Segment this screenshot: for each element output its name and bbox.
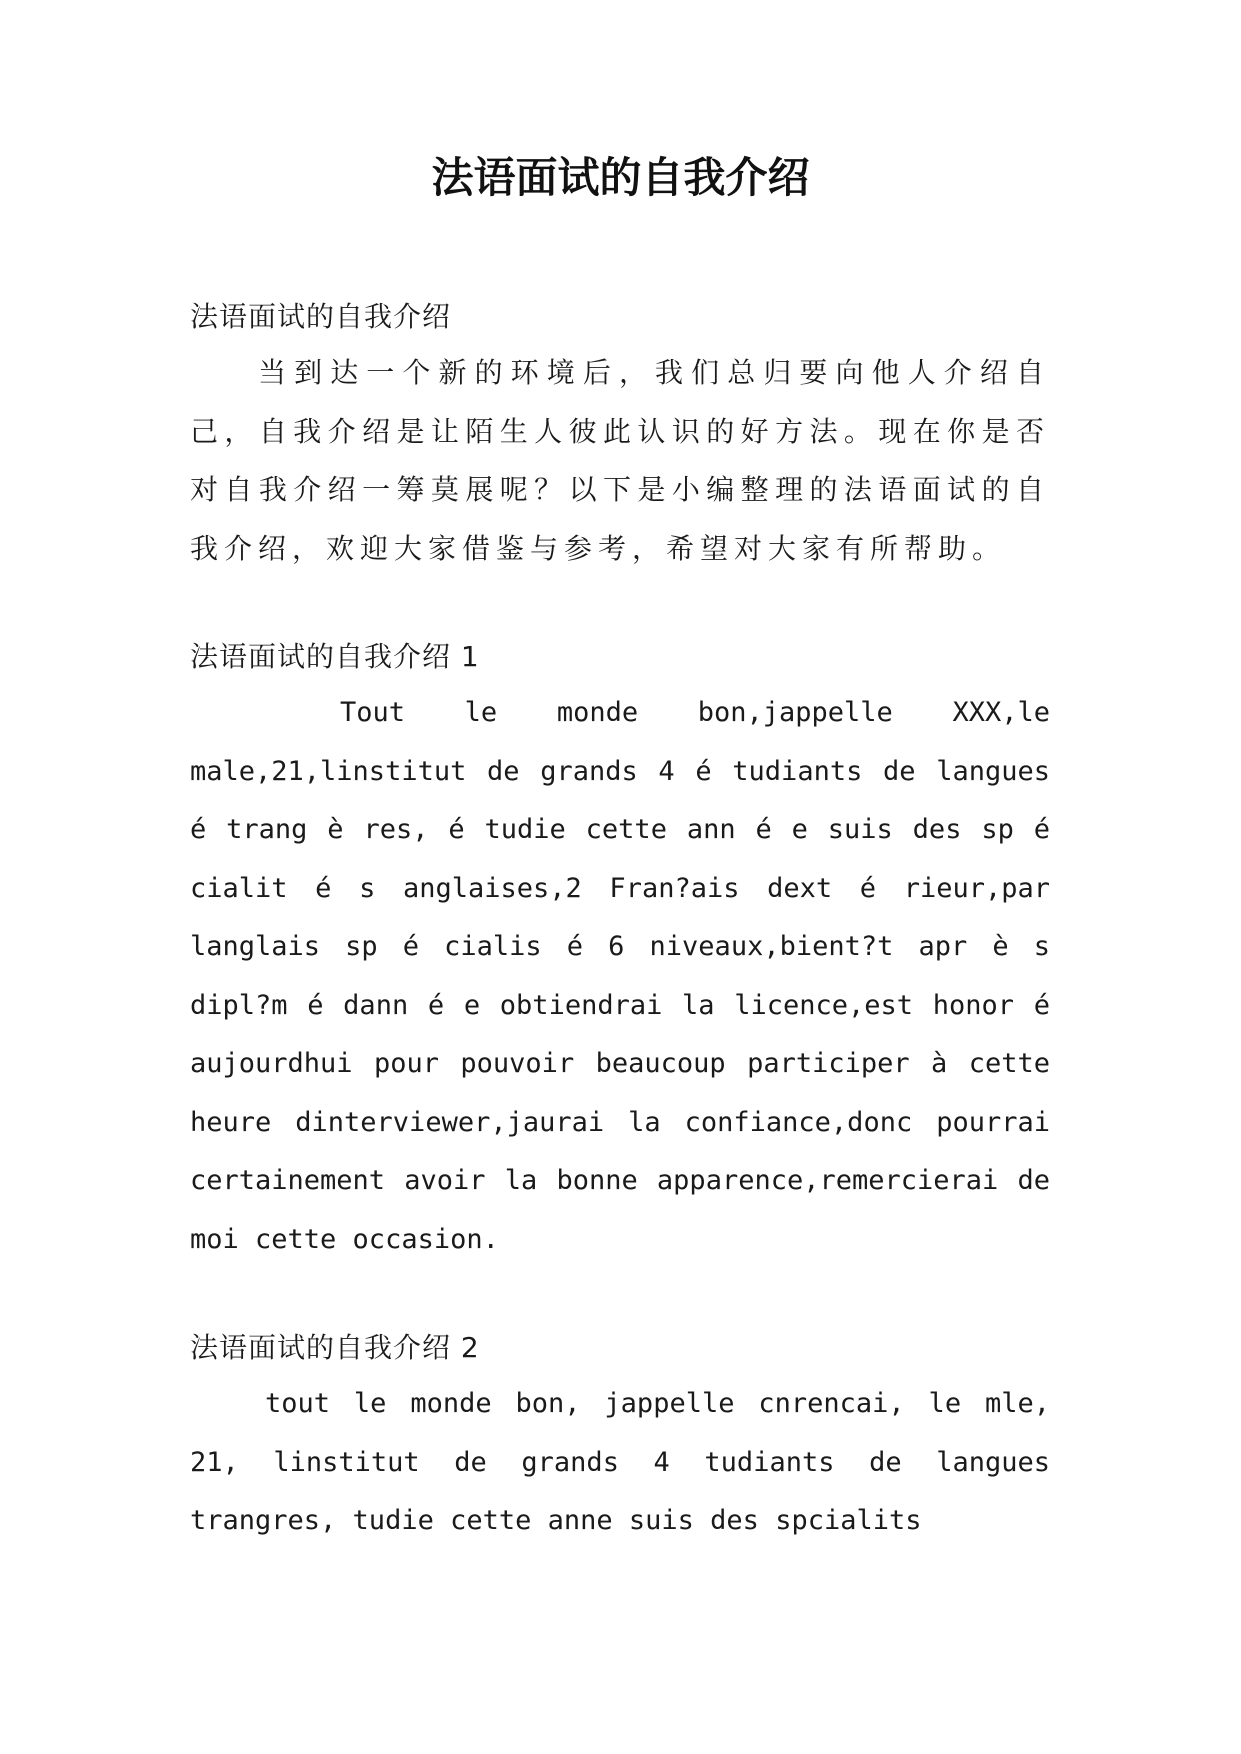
section-paragraph-1: Tout le monde bon,jappelle XXX,le male,21,linstitut de grands 4 é tudiants de langues é trang è res, é tudie cette ann é e suis des sp é cialit é s anglaises,2 Fran?ais dext é rieur,par langlais sp é cialis é 6 niveaux,bient?t apr è s dipl?m é dann é e obtiendrai la licence,est honor é aujourdhui pour pouvoir beaucoup participer à cette heure dinterviewer,jaurai la confiance,donc pourrai certainement avoir la bonne apparence,remercierai de moi cette occasion. (190, 697, 1050, 1255)
document-body (190, 290, 1050, 1551)
document-title: 法语面试的自我介绍 (431, 153, 810, 202)
section-heading-1: 法语面试的自我介绍 1 (190, 640, 480, 673)
section-paragraph-intro: 当到达一个新的环境后，我们总归要向他人介绍自己，自我介绍是让陌生人彼此认识的好方法。现在你是否对自我介绍一筹莫展呢？以下是小编整理的法语面试的自我介绍，欢迎大家借鉴与参考，希望对大家有所帮助。 (190, 356, 1050, 565)
section-spacer (190, 578, 1050, 630)
section-spacer (190, 1269, 1050, 1321)
section-paragraph-2: tout le monde bon, jappelle cnrencai, le mle, 21, linstitut de grands 4 tudiants de langues trangres, tudie cette anne suis des spcialits (190, 1388, 1050, 1536)
section-heading-2: 法语面试的自我介绍 2 (190, 1331, 480, 1364)
section-heading-intro: 法语面试的自我介绍 (190, 300, 452, 333)
